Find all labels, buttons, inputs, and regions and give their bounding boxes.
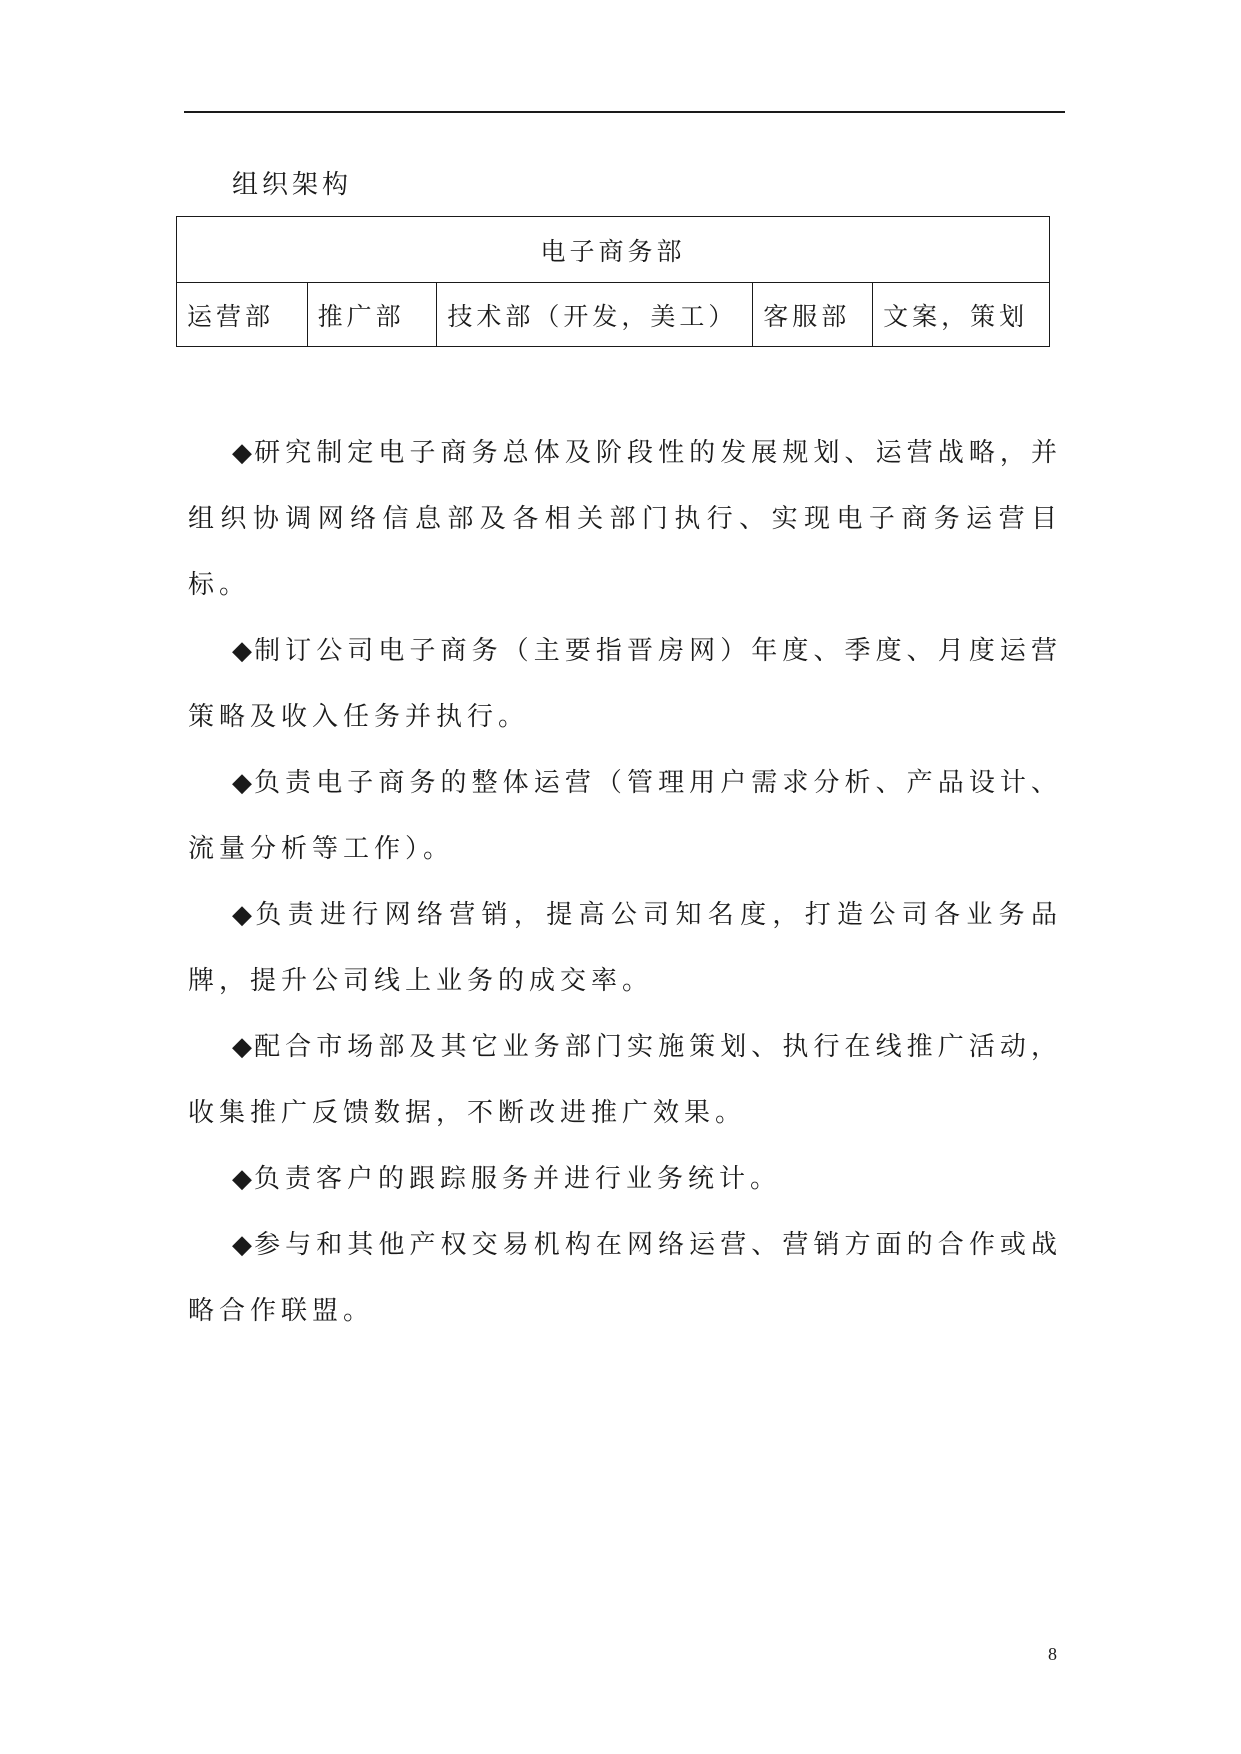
responsibility-list — [188, 420, 1062, 1344]
diamond-bullet-icon: ◆ — [232, 438, 252, 468]
list-item-text: 参与和其他产权交易机构在网络运营、营销方面的合作或战略合作联盟。 — [188, 1230, 1062, 1326]
diamond-bullet-icon: ◆ — [232, 1230, 252, 1260]
diamond-bullet-icon: ◆ — [232, 900, 252, 930]
department-cell: 客服部 — [753, 283, 873, 347]
diamond-bullet-icon: ◆ — [232, 1032, 252, 1062]
diamond-bullet-icon: ◆ — [232, 768, 252, 798]
department-cell: 推广部 — [307, 283, 437, 347]
list-item — [188, 750, 1062, 882]
section-title: 组织架构 — [232, 170, 353, 200]
diamond-bullet-icon: ◆ — [232, 1164, 252, 1194]
department-cell: 文案，策划 — [873, 283, 1050, 347]
list-item-text: 制订公司电子商务（主要指晋房网）年度、季度、月度运营策略及收入任务并执行。 — [188, 636, 1062, 732]
list-item-text: 配合市场部及其它业务部门实施策划、执行在线推广活动，收集推广反馈数据，不断改进推广效果。 — [188, 1032, 1062, 1128]
list-item-text: 负责进行网络营销，提高公司知名度，打造公司各业务品牌，提升公司线上业务的成交率。 — [188, 900, 1062, 996]
list-item — [188, 420, 1062, 618]
list-item — [188, 1212, 1062, 1344]
department-cell: 运营部 — [177, 283, 308, 347]
page-number: 8 — [1048, 1644, 1057, 1664]
list-item-text: 研究制定电子商务总体及阶段性的发展规划、运营战略，并组织协调网络信息部及各相关部门执行、实现电子商务运营目标。 — [188, 438, 1062, 600]
list-item — [188, 882, 1062, 1014]
org-chart-department-row — [177, 283, 1050, 347]
org-chart-table — [176, 216, 1050, 347]
list-item — [188, 1146, 1062, 1212]
list-item-text: 负责电子商务的整体运营（管理用户需求分析、产品设计、流量分析等工作）。 — [188, 768, 1062, 864]
org-chart-top-row — [177, 217, 1050, 283]
department-cell: 技术部（开发，美工） — [437, 283, 753, 347]
list-item — [188, 618, 1062, 750]
org-chart-top-cell: 电子商务部 — [177, 217, 1050, 283]
list-item — [188, 1014, 1062, 1146]
header-rule — [184, 111, 1065, 113]
list-item-text: 负责客户的跟踪服务并进行业务统计。 — [254, 1164, 782, 1194]
diamond-bullet-icon: ◆ — [232, 636, 252, 666]
